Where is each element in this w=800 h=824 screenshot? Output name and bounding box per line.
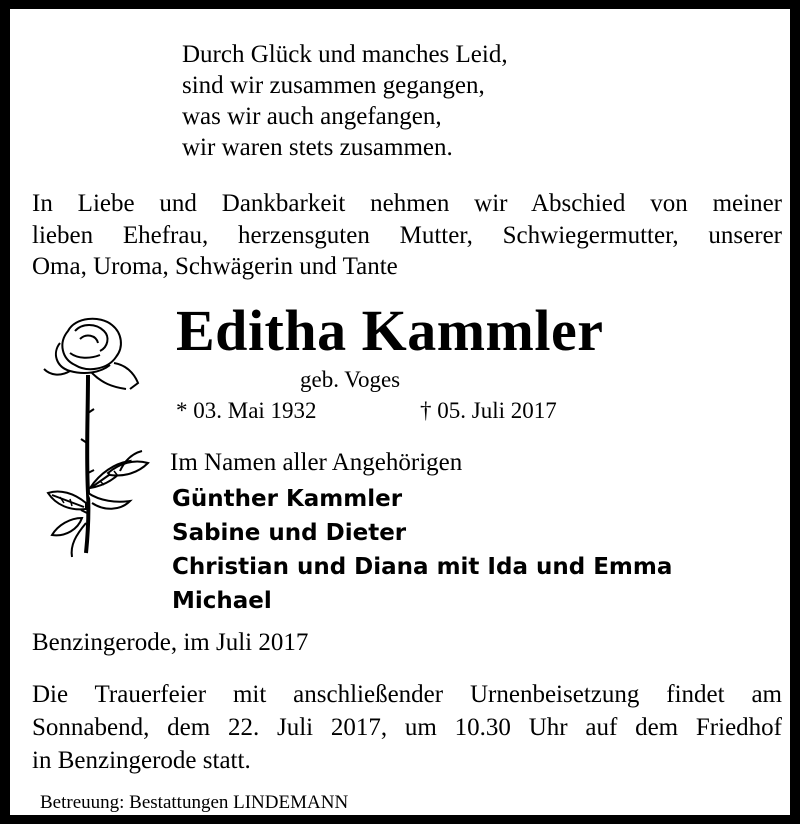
- poem-line: Durch Glück und manches Leid,: [182, 41, 508, 68]
- intro-line: In Liebe und Dankbarkeit nehmen wir Abschied von meiner: [32, 190, 782, 217]
- service-line: Die Trauerfeier mit anschließender Urnenbeisetzung findet am: [32, 681, 782, 708]
- service-text: [32, 678, 782, 777]
- undertaker-credit: Betreuung: Bestattungen LINDEMANN: [40, 792, 349, 813]
- mourner: Michael: [172, 588, 272, 614]
- service-line: in Benzingerode statt.: [32, 747, 251, 774]
- service-line: Sonnabend, dem 22. Juli 2017, um 10.30 Uhr auf dem Friedhof: [32, 714, 782, 741]
- poem-line: was wir auch angefangen,: [182, 103, 442, 130]
- intro-text: [32, 188, 782, 283]
- place-date: Benzingerode, im Juli 2017: [32, 629, 309, 656]
- mourner: Sabine und Dieter: [172, 520, 407, 546]
- mourners-list: [172, 482, 672, 618]
- poem: [182, 39, 508, 163]
- intro-line: Oma, Uroma, Schwägerin und Tante: [32, 253, 398, 280]
- mourn-label: Im Namen aller Angehörigen: [170, 449, 463, 476]
- deceased-name: Editha Kammler: [176, 298, 604, 363]
- poem-line: sind wir zusammen gegangen,: [182, 72, 485, 99]
- intro-line: lieben Ehefrau, herzensguten Mutter, Schwiegermutter, unserer: [32, 221, 782, 249]
- birth-name: geb. Voges: [300, 367, 401, 392]
- rose-icon: [30, 313, 160, 568]
- death-date: † 05. Juli 2017: [420, 398, 557, 423]
- mourner: Christian und Diana mit Ida und Emma: [172, 554, 673, 580]
- mourner: Günther Kammler: [172, 486, 403, 512]
- birth-date: * 03. Mai 1932: [176, 398, 317, 423]
- poem-line: wir waren stets zusammen.: [182, 134, 453, 161]
